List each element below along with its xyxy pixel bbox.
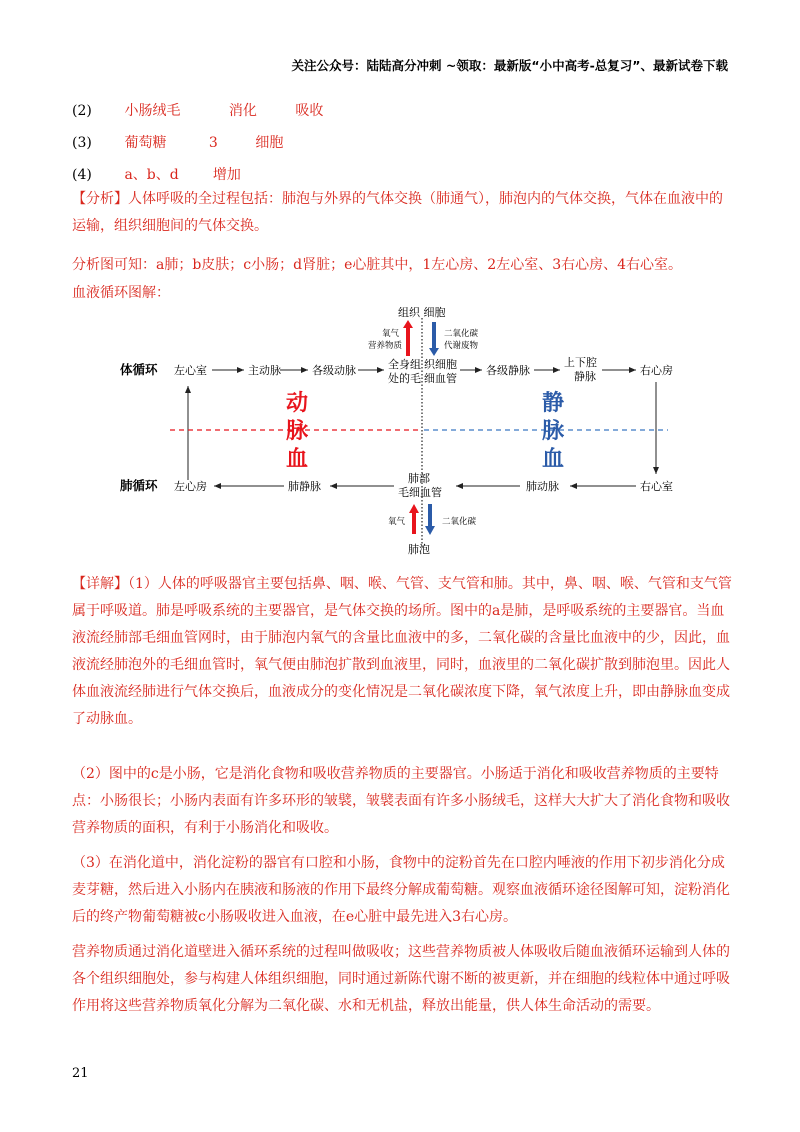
node-pulmonary-vein: 肺静脉: [288, 480, 321, 493]
node-body-capillary-3: 织细胞: [424, 358, 457, 371]
detail-paragraph-4: 营养物质通过消化道壁进入循环系统的过程叫做吸收；这些营养物质被人体吸收后随血液循环运输到人体的各个组织细胞处，参与构建人体组织细胞，同时通过新陈代谢不断的被更新，并在细胞的线粒体中通过呼吸作用将这些营养物质氧化分解为二氧化碳、水和无机盐，释放出能量，供人体生命活动的需要。: [72, 944, 730, 1014]
node-body-capillary-1: 全身组: [388, 358, 421, 371]
node-left-atrium: 左心房: [174, 480, 207, 493]
answer-number: (4): [72, 167, 92, 183]
node-lung-capillary-2: 毛细血管: [398, 486, 442, 499]
venous-char-2: 脉: [542, 419, 565, 444]
answer-part: a、b、d: [124, 167, 179, 183]
answer-part: 吸收: [295, 103, 324, 119]
answer-part: 消化: [228, 103, 257, 119]
detail-p1-text: （1）人体的呼吸器官主要包括鼻、咽、喉、气管、支气管和肺。其中，鼻、咽、喉、气管和支气管属于呼吸道。肺是呼吸系统的主要器官，是气体交换的场所。图中的a是肺，是呼吸系统的主要器官。当血液流经肺部毛细血管网时，由于肺泡内氧气的含量比血液中的多，二氧化碳的含量比血液中的少，因此，血液流经肺泡外的毛细血管时，氧气便由肺泡扩散到血液里，同时，血液里的二氧化碳扩散到肺泡里。因此人体血液流经肺进行气体交换后，血液成分的变化情况是二氧化碳浓度下降，氧气浓度上升，即由静脉血变成了动脉血。: [72, 576, 732, 727]
answer-3: [72, 132, 283, 152]
page-header: 关注公众号：陆陆高分冲刺 ~领取：最新版“小中高考-总复习”、最新试卷下载: [291, 58, 728, 73]
answer-part: 细胞: [255, 135, 284, 151]
node-vena-cava-2: 静脉: [574, 370, 596, 383]
analysis-tag: 【分析】: [72, 191, 128, 207]
node-right-ventricle: 右心室: [640, 480, 673, 493]
pulmonary-label: 肺循环: [120, 478, 158, 493]
answer-2: [72, 100, 323, 120]
venous-char-3: 血: [542, 447, 565, 472]
venous-char-1: 静: [542, 391, 565, 416]
node-body-capillary-2: 处的毛: [388, 372, 421, 385]
node-body-capillary-4: 细血管: [424, 372, 457, 385]
answer-part: 葡萄糖: [124, 135, 167, 151]
node-left-ventricle: 左心室: [174, 364, 207, 377]
detail-paragraph-1: [72, 571, 732, 733]
detail-paragraph-2: （2）图中的c是小肠，它是消化食物和吸收营养物质的主要器官。小肠适于消化和吸收营养物质的主要特点：小肠很长；小肠内表面有许多环形的皱襞，皱襞表面有许多小肠绒毛，这样大大扩大了消化食物和吸收营养物质的面积，有利于小肠消化和吸收。: [72, 766, 730, 836]
gas-waste: 代谢废物: [444, 341, 479, 351]
red-arrow-head: [403, 320, 413, 328]
detail-paragraph-3: （3）在消化道中，消化淀粉的器官有口腔和小肠，食物中的淀粉首先在口腔内唾液的作用下初步消化分成麦芽糖，然后进入小肠内在胰液和肠液的作用下最终分解成葡萄糖。观察血液循环途径图解可知，淀粉消化后的终产物葡萄糖被c小肠吸收进入血液，在e心脏中最先进入3右心房。: [72, 855, 730, 925]
tissue-cell-label: 组织 细胞: [398, 306, 446, 319]
systemic-label: 体循环: [120, 362, 158, 377]
node-lung-capillary-1: 肺部: [408, 472, 430, 485]
node-arteries: 各级动脉: [312, 364, 356, 377]
page-number: 21: [72, 1066, 89, 1081]
figure-note: 分析图可知：a肺；b皮肤；c小肠；d肾脏；e心脏其中，1左心房、2左心室、3右心房、4右心室。: [72, 257, 683, 273]
answer-4: [72, 164, 241, 184]
answer-part: 3: [208, 135, 218, 151]
answer-part: 增加: [212, 167, 241, 183]
red-arrow-head: [409, 504, 419, 513]
blue-arrow-head: [429, 348, 439, 356]
gas-nutrients: 营养物质: [368, 341, 403, 351]
lung-co2: 二氧化碳: [442, 517, 477, 527]
alveoli-label: 肺泡: [408, 543, 430, 556]
circulation-svg: [112, 298, 692, 560]
answer-number: (3): [72, 135, 92, 151]
analysis-paragraph: [72, 186, 732, 240]
answer-part: 小肠绒毛: [124, 103, 181, 119]
detail-tag: 【详解】: [72, 576, 128, 592]
node-vena-cava-1: 上下腔: [564, 356, 597, 369]
analysis-text: 人体呼吸的全过程包括：肺泡与外界的气体交换（肺通气），肺泡内的气体交换，气体在血液中的运输，组织细胞间的气体交换。: [72, 191, 723, 234]
node-veins: 各级静脉: [486, 364, 530, 377]
gas-oxygen: 氧气: [382, 329, 400, 339]
arterial-char-2: 脉: [286, 419, 309, 444]
blood-circulation-diagram: [112, 298, 692, 560]
lung-oxygen: 氧气: [388, 517, 406, 527]
arterial-char-3: 血: [286, 447, 309, 472]
gas-co2: 二氧化碳: [444, 329, 479, 339]
node-right-atrium: 右心房: [640, 364, 673, 377]
diagram-caption: 血液循环图解：: [72, 285, 170, 301]
arterial-char-1: 动: [286, 391, 309, 416]
blue-arrow-head: [425, 526, 435, 535]
answer-number: (2): [72, 103, 92, 119]
node-aorta: 主动脉: [248, 364, 281, 377]
node-pulmonary-artery: 肺动脉: [526, 480, 559, 493]
